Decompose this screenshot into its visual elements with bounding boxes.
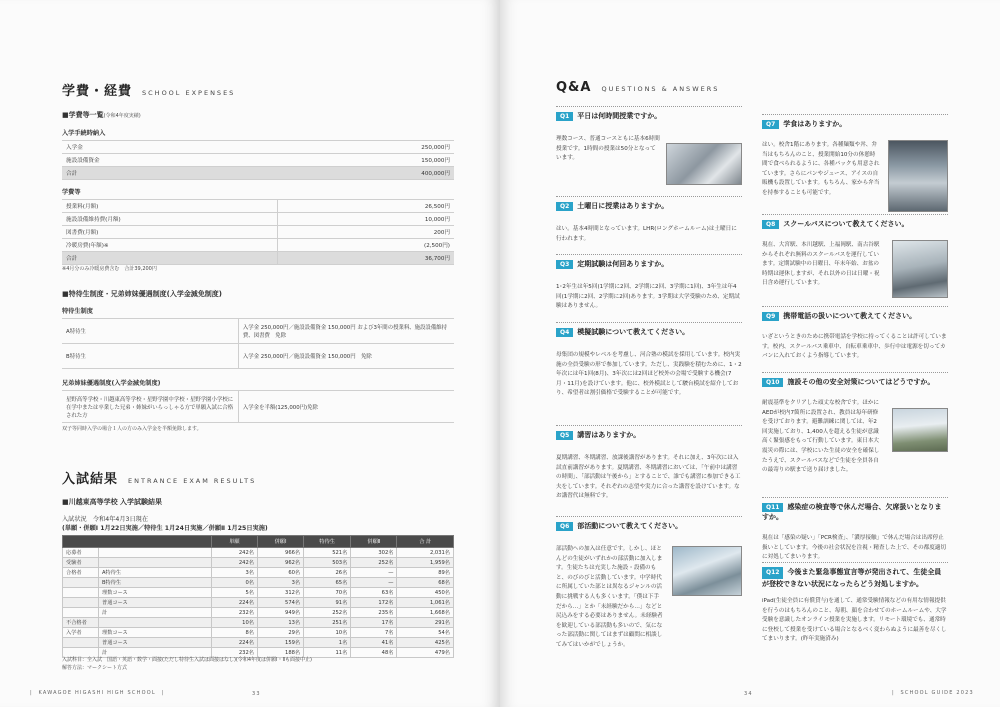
row-group: 入学者 xyxy=(63,628,99,638)
cell-value: 425名 xyxy=(397,638,454,648)
col-header: 併願Ⅱ xyxy=(351,536,397,548)
row-sub: 計 xyxy=(99,648,212,658)
footer-school-text: KAWAGOE HIGASHI HIGH SCHOOL xyxy=(38,690,156,696)
sibling-sub: 兄弟姉妹優遇制度(入学金減免制度) xyxy=(62,380,161,387)
question-2 xyxy=(556,196,742,211)
q10-badge: Q10 xyxy=(762,378,783,387)
cell-value: — xyxy=(351,578,397,588)
cell-value: 8名 xyxy=(211,628,257,638)
row-group xyxy=(63,608,99,618)
row-group xyxy=(63,578,99,588)
a3-text: 1･2年生は年5回(1学期に2回、2学期に2回、3学期に1回)、3年生は年4回(1学期に2回、2学期に2回)あります。3学期は大学受験のため、定期試験はありません。 xyxy=(556,284,740,310)
fee-value: 36,700円 xyxy=(278,252,454,265)
col-header xyxy=(63,536,212,548)
question-9 xyxy=(762,306,948,321)
q2-badge: Q2 xyxy=(556,202,573,211)
question-12 xyxy=(762,562,948,589)
row-group: 応募者 xyxy=(63,548,99,558)
cell-value: 89名 xyxy=(397,568,454,578)
page-number-left: 33 xyxy=(252,691,261,697)
results-heading: ■川越東高等学校 入学試験結果 xyxy=(62,498,163,506)
q11-badge: Q11 xyxy=(762,503,783,512)
table-row xyxy=(62,344,454,369)
right-page xyxy=(500,0,1000,707)
table-row xyxy=(63,628,454,638)
cell-value: 91名 xyxy=(304,598,351,608)
cell-value: 11名 xyxy=(304,648,351,658)
footer-school: | KAWAGOE HIGASHI HIGH SCHOOL | xyxy=(30,690,165,696)
results-title-ja: 入試結果 xyxy=(62,472,119,487)
table-row xyxy=(63,568,454,578)
fee-label: 授業料(月額) xyxy=(62,200,278,213)
row-group: 合格者 xyxy=(63,568,99,578)
table-row xyxy=(63,578,454,588)
row-group xyxy=(63,588,99,598)
col-header: 合 計 xyxy=(397,536,454,548)
row-sub xyxy=(99,558,212,568)
cell-value: 54名 xyxy=(397,628,454,638)
q4-badge: Q4 xyxy=(556,328,573,337)
row-group: 不合格者 xyxy=(63,618,99,628)
cell-value: 48名 xyxy=(351,648,397,658)
row-sub: 普通コース xyxy=(99,598,212,608)
a4-text: 母集団の規模やレベルを考慮し、河合塾の模試を採用しています。校内実施の全員受験の形で参加しています。ただし、実践験を積むために、1・2年次には年1回(8月)、3年次には2回ほど校外の会場で受験する機会(7月・11月)を設けています。他に、校外模試として駿台模試を紹介しており、希望者は割引価格で受験することが可能です。 xyxy=(556,352,742,397)
q5-badge: Q5 xyxy=(556,431,573,440)
fee-value: 150,000円 xyxy=(278,154,454,167)
q11-text: 感染症の検査等で休んだ場合、欠席扱いとなりますか。 xyxy=(762,503,942,521)
scholar-label: B特待生 xyxy=(62,344,238,369)
fee-value: 400,000円 xyxy=(278,167,454,180)
qa-title-text: Q&A xyxy=(556,80,592,95)
table-row xyxy=(63,608,454,618)
table-row xyxy=(63,588,454,598)
row-group: 受験者 xyxy=(63,558,99,568)
cell-value: 949名 xyxy=(257,608,303,618)
fee-label: 合計 xyxy=(62,167,278,180)
cell-value: 26名 xyxy=(304,568,351,578)
cell-value: 0名 xyxy=(211,578,257,588)
table-row xyxy=(62,200,454,213)
fee-label: 施設設備資金 xyxy=(62,154,278,167)
q6-badge: Q6 xyxy=(556,522,573,531)
cell-value: 252名 xyxy=(304,608,351,618)
results-status: 入試状況 令和4年4月3日現在 xyxy=(62,516,149,523)
q12-badge: Q12 xyxy=(762,567,783,579)
classroom-photo xyxy=(666,143,742,185)
row-sub: B特待生 xyxy=(99,578,212,588)
results-header-row xyxy=(63,536,454,548)
cell-value: 5名 xyxy=(211,588,257,598)
a10-text: 耐震基準をクリアした頑丈な校舎です。ほかにAEDが校内7箇所に設置され、教員は毎年研修を受けております。避難訓練に関しては、年2回実施しており、1,400人を超える生徒が意識高く緊張感をもって行動しています。東日本大震災の際には、学校にいた生徒の安全を確保したうえで、スクールバスなどで生徒を全員各自の最寄りの駅まで送り届けました。 xyxy=(762,400,880,474)
qa-block-12 xyxy=(762,562,948,645)
table-row xyxy=(62,141,454,154)
fee-value: (2,500円) xyxy=(278,239,454,252)
col-header: 単願 xyxy=(211,536,257,548)
cell-value: 962名 xyxy=(257,558,303,568)
cell-value: 450名 xyxy=(397,588,454,598)
q1-badge: Q1 xyxy=(556,112,573,121)
a1-text: 理数コース、普通コースともに基本6時間授業です。1時間の授業は50分となっています。 xyxy=(556,136,660,162)
cell-value: 60名 xyxy=(257,568,303,578)
q3-text: 定期試験は何回ありますか。 xyxy=(577,260,669,268)
sibling-table xyxy=(62,390,454,423)
fee-label: 冷暖房費(年額)※ xyxy=(62,239,278,252)
tuition-heading: 学費等 xyxy=(62,189,81,196)
table-row xyxy=(62,226,454,239)
q7-badge: Q7 xyxy=(762,120,779,129)
question-7 xyxy=(762,114,948,129)
qa-block-2 xyxy=(556,196,742,244)
sibling-desc: 入学金を半額(125,000円)免除 xyxy=(238,391,454,423)
cell-value: 232名 xyxy=(211,648,257,658)
qa-block-5 xyxy=(556,425,742,502)
cell-value: 251名 xyxy=(304,618,351,628)
cell-value: 966名 xyxy=(257,548,303,558)
cell-value: 1名 xyxy=(304,638,351,648)
cell-value: 224名 xyxy=(211,638,257,648)
q7-text: 学食はありますか。 xyxy=(783,120,847,128)
cafeteria-photo xyxy=(888,140,948,212)
qa-block-9 xyxy=(762,306,948,362)
cell-value: 521名 xyxy=(304,548,351,558)
col-header: 併願Ⅰ xyxy=(257,536,303,548)
question-5 xyxy=(556,425,742,440)
campus-photo xyxy=(892,408,948,452)
admission-heading: 入学手続時納入 xyxy=(62,130,106,137)
cell-value: 242名 xyxy=(211,548,257,558)
cell-value: 63名 xyxy=(351,588,397,598)
cell-value: 224名 xyxy=(211,598,257,608)
qa-block-4 xyxy=(556,322,742,399)
q2-text: 土曜日に授業はありますか。 xyxy=(577,202,669,210)
cell-value: 3名 xyxy=(211,568,257,578)
cell-value: 17名 xyxy=(351,618,397,628)
cell-value: 41名 xyxy=(351,638,397,648)
q5-text: 講習はありますか。 xyxy=(577,431,641,439)
qa-title-en: QUESTIONS & ANSWERS xyxy=(601,85,720,93)
table-row xyxy=(62,213,454,226)
q1-text: 平日は何時間授業ですか。 xyxy=(577,112,662,120)
fee-label: 施設設備維持費(月額) xyxy=(62,213,278,226)
fee-label: 合計 xyxy=(62,252,278,265)
cell-value: 10名 xyxy=(304,628,351,638)
table-row xyxy=(63,618,454,628)
cell-value: 2,031名 xyxy=(397,548,454,558)
cell-value: 235名 xyxy=(351,608,397,618)
scholar-table xyxy=(62,318,454,369)
a9-text: いざというときのために携帯電話を学校に持ってくることは許可しています。校内、スクールバス乗車中、自転車乗車中、歩行中は電源を切ってカバンに入れておくよう指導しています。 xyxy=(762,334,947,360)
row-sub xyxy=(99,618,212,628)
cell-value: 13名 xyxy=(257,618,303,628)
row-sub: 理数コース xyxy=(99,628,212,638)
tuition-table xyxy=(62,199,454,265)
table-row xyxy=(62,391,454,423)
cell-value: 479名 xyxy=(397,648,454,658)
question-1 xyxy=(556,106,742,121)
a5-text: 夏期講習、冬期講習、放課後講習があります。それに加え、3年次には入試直前講習があります。夏期講習、冬期講習においては、「午前中は講習の時間」、「部活動は午後から」とすることで、誰でも講習に参加できる工夫をしています。それぞれの志望や実力に合った講習を設けています。なお講習代は無料です。 xyxy=(556,455,741,500)
a11-text: 現在は「感染の疑い」「PCR検査」、「濃厚接触」で休んだ場合は出席停止扱いとしています。今後の社会状況を注視・精査した上で、その都度適切に対処してまいります。 xyxy=(762,535,947,561)
results-dates: (単願・併願Ⅰ 1月22日実施／特待生 1月24日実施／併願Ⅱ 1月25日実施) xyxy=(62,525,268,532)
cell-value: 3名 xyxy=(257,578,303,588)
cell-value: 252名 xyxy=(351,558,397,568)
table-row xyxy=(62,252,454,265)
results-table xyxy=(62,535,454,658)
fees-title-ja: 学費・経費 xyxy=(62,84,133,99)
q8-text: スクールバスについて教えてください。 xyxy=(783,220,909,228)
fee-label: 入学金 xyxy=(62,141,278,154)
cell-value: 7名 xyxy=(351,628,397,638)
scholar-sub: 特待生制度 xyxy=(62,308,93,315)
q9-badge: Q9 xyxy=(762,312,779,321)
fee-label: 図書費(月額) xyxy=(62,226,278,239)
footer-guide-text: SCHOOL GUIDE 2023 xyxy=(900,690,974,696)
sibling-label: 星野高等学校・川越東高等学校・星野学園中学校・星野学園小学校に在学中または卒業した兄弟・姉妹がいらっしゃる方で単願入試に合格された方 xyxy=(62,391,238,423)
question-3 xyxy=(556,254,742,269)
results-note-method: 解答方法：マークシート方式 xyxy=(62,665,128,671)
fees-title xyxy=(62,80,235,99)
table-row xyxy=(63,548,454,558)
scholar-heading: ■特待生制度・兄弟姉妹優遇制度(入学金減免制度) xyxy=(62,290,223,298)
qa-block-3 xyxy=(556,254,742,312)
cell-value: 29名 xyxy=(257,628,303,638)
table-row xyxy=(62,239,454,252)
col-header: 特待生 xyxy=(304,536,351,548)
cell-value: 1,061名 xyxy=(397,598,454,608)
table-row xyxy=(63,638,454,648)
q9-text: 携帯電話の扱いについて教えてください。 xyxy=(783,312,917,320)
question-4 xyxy=(556,322,742,337)
q3-badge: Q3 xyxy=(556,260,573,269)
q6-text: 部活動について教えてください。 xyxy=(577,522,683,530)
results-note-subjects: 入試科目：全入試 国語・英語・数学・面接(ただし特待生入試は面接はなし)(令和4年度は併願Ⅰ・Ⅱも面接中止) xyxy=(62,657,312,663)
fee-value: 200円 xyxy=(278,226,454,239)
club-activity-photo xyxy=(672,546,742,596)
fees-title-en: SCHOOL EXPENSES xyxy=(142,89,236,97)
cell-value: — xyxy=(351,568,397,578)
tuition-note: ※4月分のみ冷暖房費含む 合計39,200円 xyxy=(62,266,157,272)
row-group xyxy=(63,638,99,648)
cell-value: 574名 xyxy=(257,598,303,608)
cell-value: 232名 xyxy=(211,608,257,618)
cell-value: 242名 xyxy=(211,558,257,568)
table-row xyxy=(62,319,454,344)
results-title xyxy=(62,468,256,487)
cell-value: 70名 xyxy=(304,588,351,598)
cell-value: 503名 xyxy=(304,558,351,568)
q8-badge: Q8 xyxy=(762,220,779,229)
a6-text: 部活動への加入は任意です。しかし、ほとんどの生徒がいずれかの部活動に加入します。生徒たちは充実した施設・設備のもと、のびのびと活動しています。中学時代に所属していた部とは異なるジャンルの活動に挑戦する人も多くいます。「僕は下手だから…」とか「未経験だから…」などと尻込みをする必要はありません。未経験者を歓迎している部活動も多いので、気になった部活動に関してはまずは顧問に相談してみてはいかがでしょうか。 xyxy=(556,546,663,648)
fees-list-heading-text: ■学費等一覧 xyxy=(62,111,104,119)
q4-text: 模擬試験について教えてください。 xyxy=(577,328,690,336)
fee-value: 250,000円 xyxy=(278,141,454,154)
fees-list-heading xyxy=(62,110,141,120)
question-10 xyxy=(762,372,948,387)
admission-table xyxy=(62,140,454,180)
scholar-label: A特待生 xyxy=(62,319,238,344)
school-bus-photo xyxy=(892,240,948,298)
a12-text: iPad(生徒全員に有償貸与)を通して、通常受験情報などの有用な情報提供を行うのはもちろんのこと、毎朝、顔を合わせてのホームルームや、大学受験を意識したオンライン授業を実施します。リモート環境でも、通常時に登校して授業を受けている場合となるべく変わらぬように最善を尽くしてまいります。(昨年実施済み) xyxy=(762,598,947,643)
row-sub: 普通コース xyxy=(99,638,212,648)
cell-value: 1,959名 xyxy=(397,558,454,568)
scholar-desc: 入学金 250,000円／施設設備資金 150,000円 および3年間の授業料、施設設備維持費、図書費 免除 xyxy=(238,319,454,344)
row-sub: A特待生 xyxy=(99,568,212,578)
a7-text: はい。校舎1階にあります。各種麺類や丼、弁当はもちろんのこと、授業開始10分の休憩時間で食べられるように、各種パックも用意されています。さらにパンやジュース、アイスの自販機も設置しています。もちろん、家から弁当を持参することも可能です。 xyxy=(762,142,880,196)
cell-value: 188名 xyxy=(257,648,303,658)
question-11 xyxy=(762,497,948,522)
a8-text: 現在、大宮駅、本川越駅、上福岡駅、南古谷駅からそれぞれ無料のスクールバスを運行しています。定期試験中の日曜日、年末年始、お盆の時期は運休しますが、それ以外の日は日曜・祝日含め運行しています。 xyxy=(762,242,880,287)
fee-value: 26,500円 xyxy=(278,200,454,213)
cell-value: 10名 xyxy=(211,618,257,628)
question-8 xyxy=(762,214,948,229)
row-sub xyxy=(99,548,212,558)
row-sub: 理数コース xyxy=(99,588,212,598)
fee-value: 10,000円 xyxy=(278,213,454,226)
qa-block-11 xyxy=(762,497,948,563)
cell-value: 312名 xyxy=(257,588,303,598)
table-row xyxy=(62,167,454,180)
row-sub: 計 xyxy=(99,608,212,618)
q12-text: 今後また緊急事態宣言等が発出されて、生徒全員が登校できない状況になったらどう対処しますか。 xyxy=(762,568,942,588)
footer-guide: | SCHOOL GUIDE 2023 xyxy=(892,690,974,696)
a2-text: はい。基本4時間となっています。LHR(ロングホームルーム)は土曜日に行われます。 xyxy=(556,226,737,242)
cell-value: 302名 xyxy=(351,548,397,558)
cell-value: 291名 xyxy=(397,618,454,628)
table-row xyxy=(63,598,454,608)
q10-text: 施設その他の安全対策についてはどうですか。 xyxy=(787,378,935,386)
cell-value: 172名 xyxy=(351,598,397,608)
cell-value: 68名 xyxy=(397,578,454,588)
sibling-note: 双子等同時入学の場合１人の方のみ入学金を半額免除します。 xyxy=(62,426,202,432)
cell-value: 65名 xyxy=(304,578,351,588)
cell-value: 159名 xyxy=(257,638,303,648)
table-row xyxy=(63,558,454,568)
question-6 xyxy=(556,516,742,531)
cell-value: 1,668名 xyxy=(397,608,454,618)
table-row xyxy=(62,154,454,167)
scholar-desc: 入学金 250,000円／施設設備資金 150,000円 免除 xyxy=(238,344,454,369)
fees-list-note: (令和4年度実績) xyxy=(103,113,141,119)
page-number-right: 34 xyxy=(744,691,753,697)
results-title-en: ENTRANCE EXAM RESULTS xyxy=(128,477,257,485)
qa-title xyxy=(556,80,719,95)
row-group xyxy=(63,598,99,608)
